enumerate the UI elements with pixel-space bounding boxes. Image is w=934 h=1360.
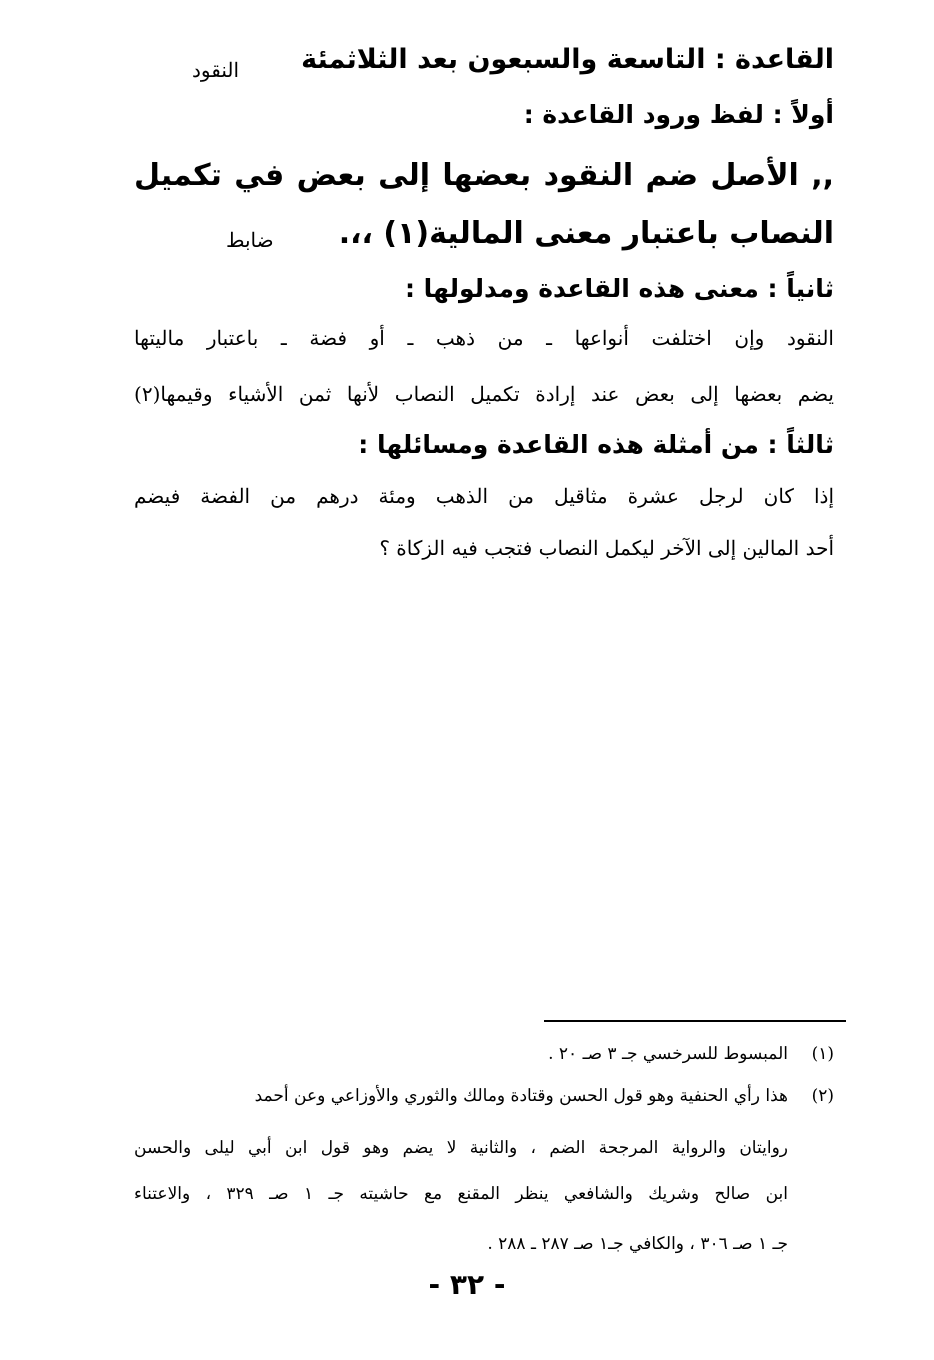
- example-line-2: أحد المالين إلى الآخر ليكمل النصاب فتجب فيه الزكاة ؟: [379, 536, 834, 560]
- section-heading-wording: أولاً : لفظ ورود القاعدة :: [523, 100, 834, 129]
- page-number: - ٣٢ -: [428, 1268, 506, 1301]
- meaning-line-1: النقود وإن اختلفت أنواعها ـ من ذهب ـ أو فضة ـ باعتبار ماليتها: [134, 326, 834, 350]
- rule-text-line-2: النصاب باعتبار معنى المالية(١) ،،.: [338, 216, 834, 251]
- rule-text-line-1: ,, الأصل ضم النقود بعضها إلى بعض في تكميل: [134, 158, 834, 193]
- section-heading-meaning: ثانياً : معنى هذه القاعدة ومدلولها :: [404, 274, 834, 303]
- section-heading-examples: ثالثاً : من أمثلة هذه القاعدة ومسائلها :: [358, 430, 834, 459]
- footnote-2-line-4: جـ ١ صـ ٣٠٦ ، والكافي جـ١ صـ ٢٨٧ ـ ٢٨٨ .: [487, 1234, 788, 1254]
- footnote-2-line-2: روايتان والرواية المرجحة الضم ، والثانية لا يضم وهو قول ابن أبي ليلى والحسن: [134, 1138, 788, 1158]
- example-line-1: إذا كان لرجل عشرة مثاقيل من الذهب ومئة درهم من الفضة فيضم: [134, 484, 834, 508]
- footnote-1-text: المبسوط للسرخسي جـ ٣ صـ ٢٠ .: [548, 1044, 788, 1064]
- rule-title: القاعدة : التاسعة والسبعون بعد الثلاثمئة: [301, 44, 834, 75]
- footnote-divider: [544, 1020, 846, 1022]
- footnote-2-text: هذا رأي الحنفية وهو قول الحسن وقتادة ومالك والثوري والأوزاعي وعن أحمد: [254, 1086, 788, 1106]
- category-tag: النقود: [192, 58, 240, 82]
- footnote-2-line-3: ابن صالح وشريك والشافعي ينظر المقنع مع حاشيته جـ ١ صـ ٣٢٩ ، والاعتناء: [134, 1184, 788, 1204]
- footnote-1-number: (١): [811, 1044, 834, 1064]
- rule-type-tag: ضابط: [226, 228, 274, 252]
- footnote-2-number: (٢): [811, 1086, 834, 1106]
- meaning-line-2: يضم بعضها إلى بعض عند إرادة تكميل النصاب لأنها ثمن الأشياء وقيمها(٢): [134, 382, 834, 406]
